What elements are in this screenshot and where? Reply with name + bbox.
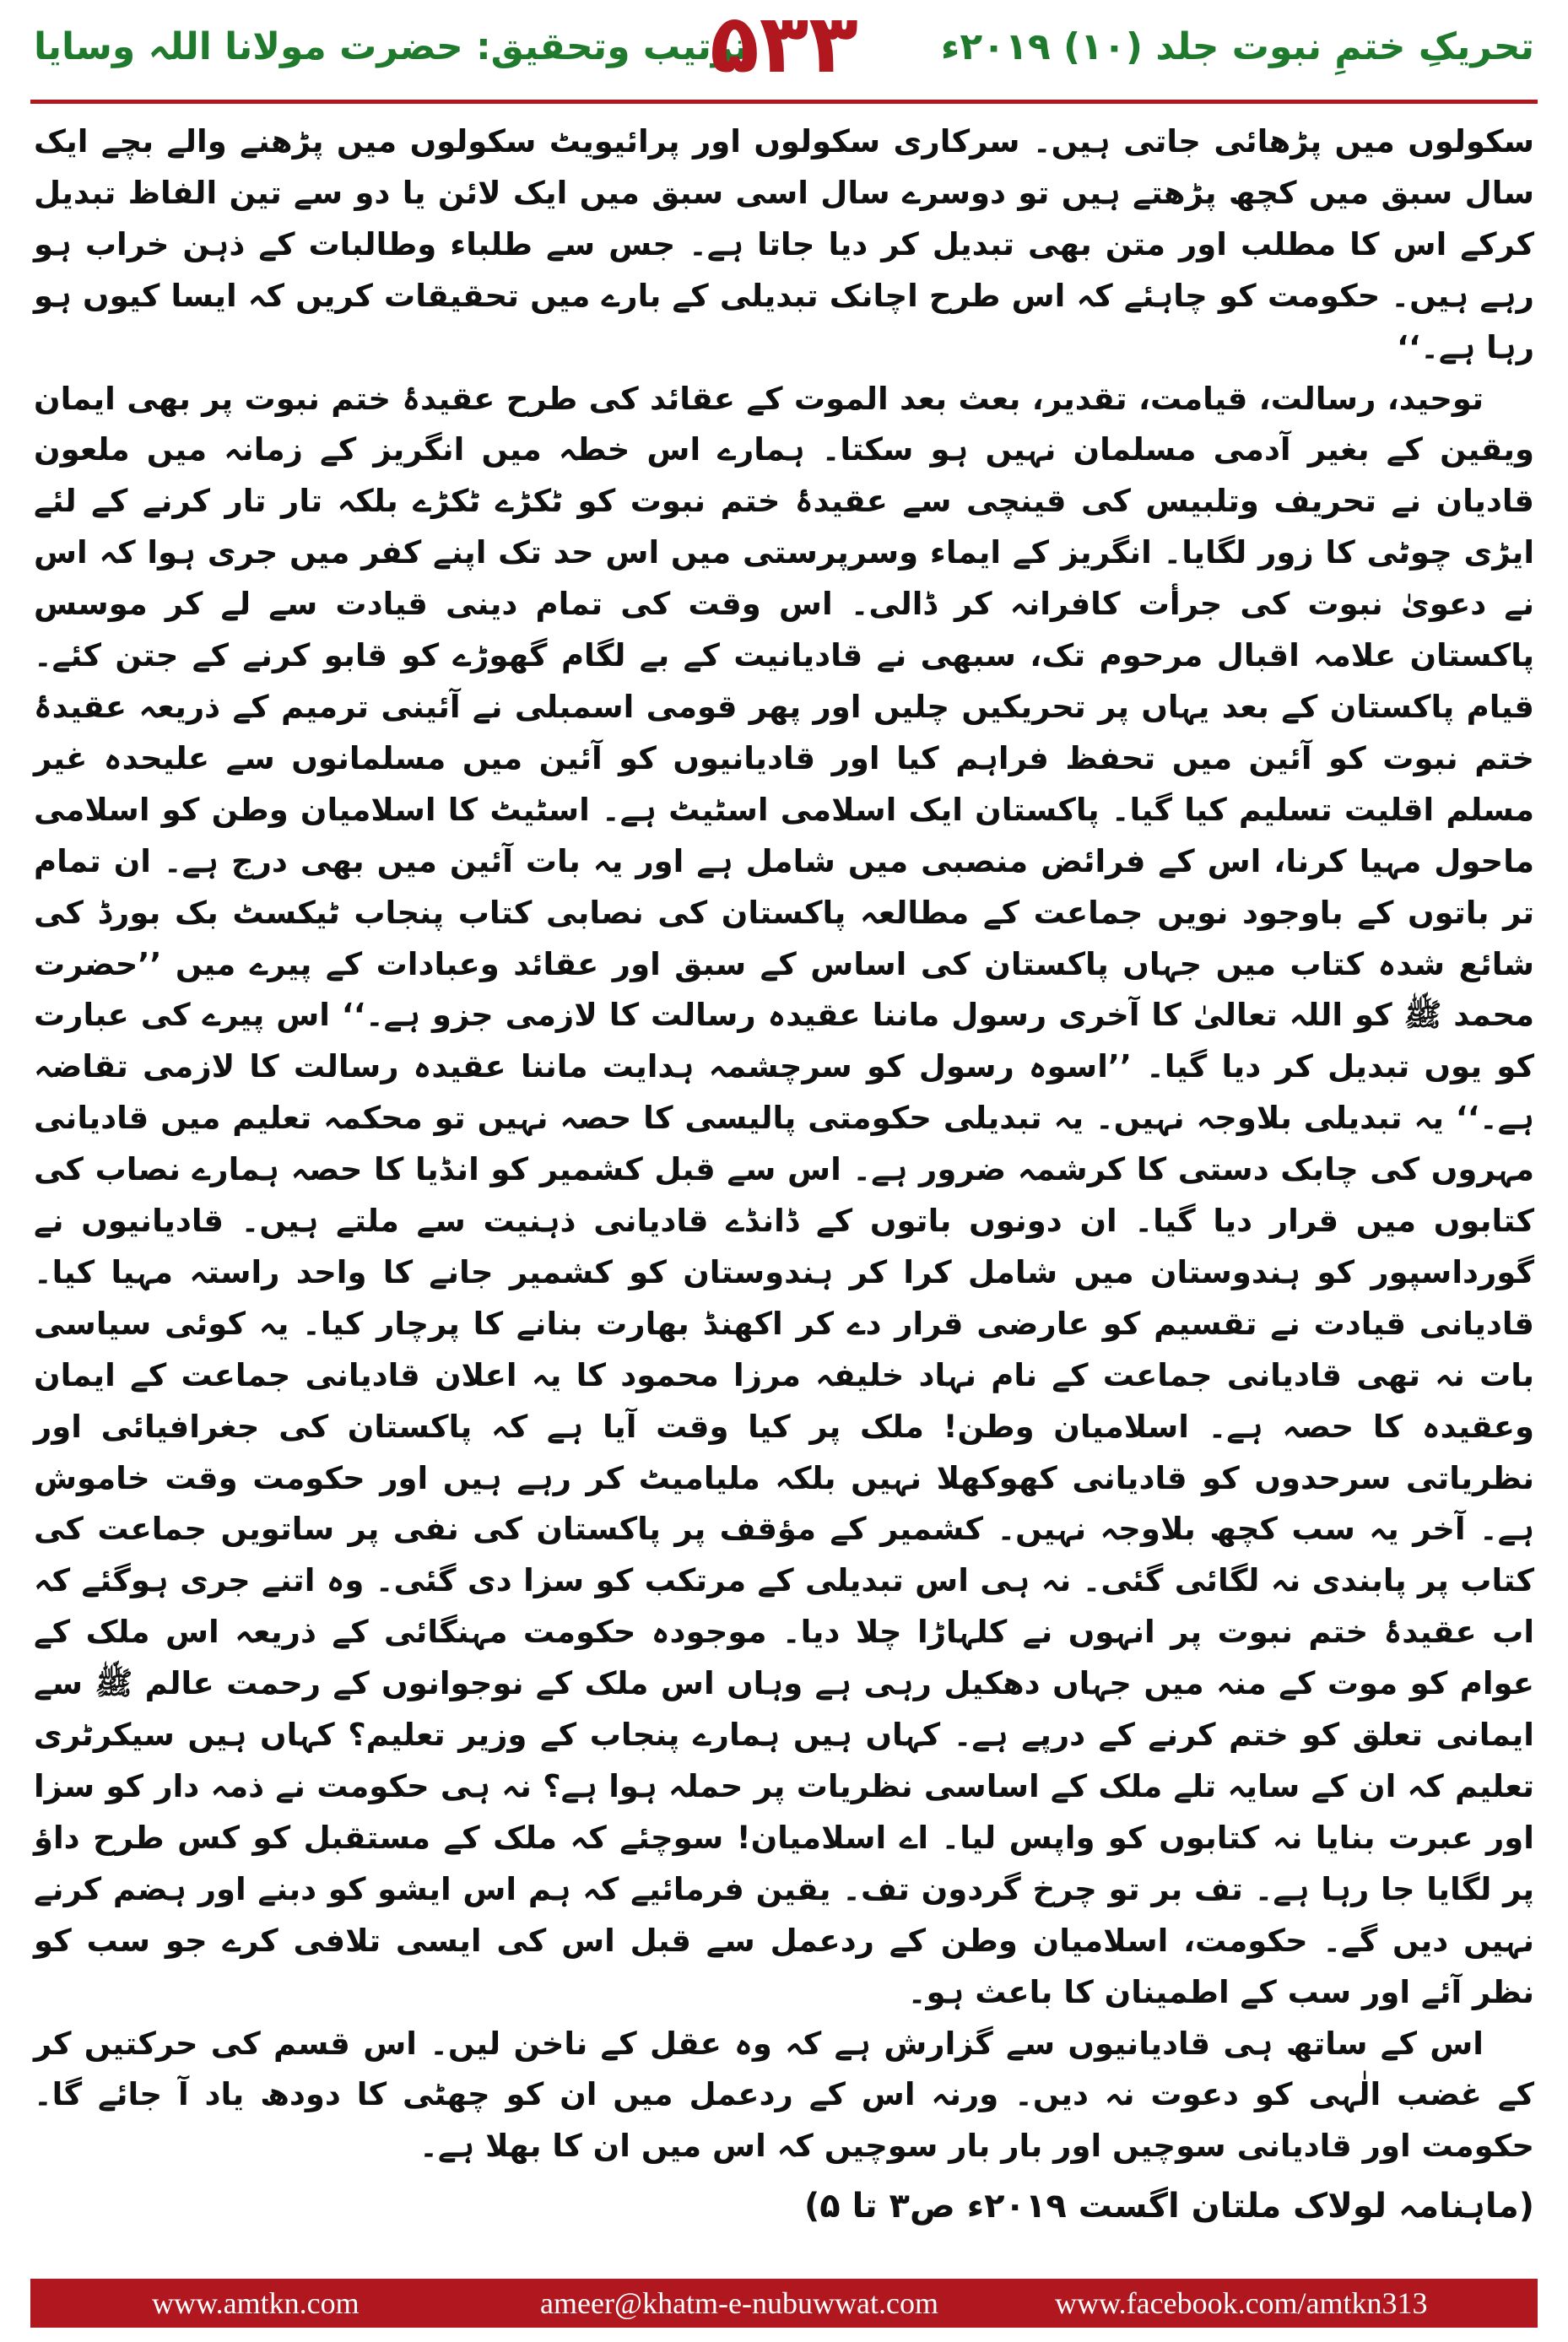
footer-website-link[interactable]: www.amtkn.com: [152, 2286, 360, 2320]
page-header: [0, 0, 1568, 127]
header-divider: [30, 100, 1538, 104]
article-body: [34, 116, 1534, 2232]
footer-facebook-link[interactable]: www.facebook.com/amtkn313: [1055, 2286, 1428, 2320]
header-book-title: تحریکِ ختمِ نبوت جلد (۱۰) ۲۰۱۹ء: [940, 25, 1534, 68]
footer-email-link[interactable]: ameer@khatm-e-nubuwwat.com: [540, 2286, 938, 2320]
paragraph-2: توحید، رسالت، قیامت، تقدیر، بعث بعد الموت کے عقائد کی طرح عقیدۂ ختم نبوت پر بھی ایمان ویقین کے بغیر آدمی مسلمان نہیں ہو سکتا۔ ہمارے اس خطہ میں انگریز کے زمانہ میں ملعون قادیان نے تحریف وتلبیس کی قینچی سے عقیدۂ ختم نبوت کو ٹکڑے ٹکڑے بلکہ تار تار کرنے کے لئے ایڑی چوٹی کا زور لگایا۔ انگریز کے ایماء وسرپرستی میں اس حد تک اپنے کفر میں جری ہوا کہ اس نے دعویٰ نبوت کی جرأت کافرانہ کر ڈالی۔ اس وقت کی تمام دینی قیادت سے لے کر موسس پاکستان علامہ اقبال مرحوم تک، سبھی نے قادیانیت کے بے لگام گھوڑے کو قابو کرنے کے جتن کئے۔ قیام پاکستان کے بعد یہاں پر تحریکیں چلیں اور پھر قومی اسمبلی نے آئینی ترمیم کے ذریعہ عقیدۂ ختم نبوت کو آئین میں تحفظ فراہم کیا اور قادیانیوں کو آئین میں مسلمانوں سے علیحدہ غیر مسلم اقلیت تسلیم کیا گیا۔ پاکستان ایک اسلامی اسٹیٹ ہے۔ اسٹیٹ کا اسلامیان وطن کو اسلامی ماحول مہیا کرنا، اس کے فرائض منصبی میں شامل ہے اور یہ بات آئین میں بھی درج ہے۔ ان تمام تر باتوں کے باوجود نویں جماعت کے مطالعہ پاکستان کی نصابی کتاب پنجاب ٹیکسٹ بک بورڈ کی شائع شدہ کتاب میں جہاں پاکستان کی اساس کے سبق اور عقائد وعبادات کے پیرے میں ’’حضرت محمد ﷺ کو اللہ تعالیٰ کا آخری رسول ماننا عقیدہ رسالت کا لازمی جزو ہے۔‘‘ اس پیرے کی عبارت کو یوں تبدیل کر دیا گیا۔ ’’اسوہ رسول کو سرچشمہ ہدایت ماننا عقیدہ رسالت کا لازمی تقاضہ ہے۔‘‘ یہ تبدیلی بلاوجہ نہیں۔ یہ تبدیلی حکومتی پالیسی کا حصہ نہیں تو محکمہ تعلیم میں قادیانی مہروں کی چابک دستی کا کرشمہ ضرور ہے۔ اس سے قبل کشمیر کو انڈیا کا حصہ ہمارے نصاب کی کتابوں میں قرار دیا گیا۔ ان دونوں باتوں کے ڈانڈے قادیانی ذہنیت سے ملتے ہیں۔ قادیانیوں نے گورداسپور کو ہندوستان میں شامل کرا کر ہندوستان کو کشمیر جانے کا واحد راستہ مہیا کیا۔ قادیانی قیادت نے تقسیم کو عارضی قرار دے کر اکھنڈ بھارت بنانے کا پرچار کیا۔ یہ کوئی سیاسی بات نہ تھی قادیانی جماعت کے نام نہاد خلیفہ مرزا محمود کا یہ اعلان قادیانی جماعت کے ایمان وعقیدہ کا حصہ ہے۔ اسلامیان وطن! ملک پر کیا وقت آیا ہے کہ پاکستان کی جغرافیائی اور نظریاتی سرحدوں کو قادیانی کھوکھلا نہیں بلکہ ملیامیٹ کر رہے ہیں اور حکومت وقت خاموش ہے۔ آخر یہ سب کچھ بلاوجہ نہیں۔ کشمیر کے مؤقف پر پاکستان کی نفی پر ساتویں جماعت کی کتاب پر پابندی نہ لگائی گئی۔ نہ ہی اس تبدیلی کے مرتکب کو سزا دی گئی۔ وہ اتنے جری ہوگئے کہ اب عقیدۂ ختم نبوت پر انہوں نے کلہاڑا چلا دیا۔ موجودہ حکومت مہنگائی کے ذریعہ اس ملک کے عوام کو موت کے منہ میں جہاں دھکیل رہی ہے وہاں اس ملک کے نوجوانوں کے رحمت عالم ﷺ سے ایمانی تعلق کو ختم کرنے کے درپے ہے۔ کہاں ہیں ہمارے پنجاب کے وزیر تعلیم؟ کہاں ہیں سیکرٹری تعلیم کہ ان کے سایہ تلے ملک کے اساسی نظریات پر حملہ ہوا ہے؟ نہ ہی حکومت نے ذمہ دار کو سزا اور عبرت بنایا نہ کتابوں کو واپس لیا۔ اے اسلامیان! سوچئے کہ ملک کے مستقبل کو کس طرح داؤ پر لگایا جا رہا ہے۔ تف بر تو چرخ گردون تف۔ یقین فرمائیے کہ ہم اس ایشو کو دبنے اور ہضم کرنے نہیں دیں گے۔ حکومت، اسلامیان وطن کے ردعمل سے قبل اس کی ایسی تلافی کرے جو سب کو نظر آئے اور سب کے اطمینان کا باعث ہو۔: [34, 380, 1534, 2010]
header-compiler-credit: ترتیب وتحقیق: حضرت مولانا اللہ وسایا: [34, 25, 749, 68]
paragraph-1: سکولوں میں پڑھائی جاتی ہیں۔ سرکاری سکولوں اور پرائیویٹ سکولوں میں پڑھنے والے بچے ایک سال سبق میں کچھ پڑھتے ہیں تو دوسرے سال اسی سبق میں ایک لائن یا دو سے تین الفاظ تبدیل کرکے اس کا مطلب اور متن بھی تبدیل کر دیا جاتا ہے۔ جس سے طلباء وطالبات کے ذہن خراب ہو رہے ہیں۔ حکومت کو چاہئے کہ اس طرح اچانک تبدیلی کے بارے میں تحقیقات کریں کہ ایسا کیوں ہو رہا ہے۔‘‘: [34, 123, 1534, 365]
page-number: ۵۳۳: [710, 0, 858, 91]
paragraph-3: اس کے ساتھ ہی قادیانیوں سے گزارش ہے کہ وہ عقل کے ناخن لیں۔ اس قسم کی حرکتیں کر کے غضب الٰہی کو دعوت نہ دیں۔ ورنہ اس کے ردعمل میں ان کو چھٹی کا دودھ یاد آ جائے گا۔ حکومت اور قادیانی سوچیں اور بار بار سوچیں کہ اس میں ان کا بھلا ہے۔: [34, 2025, 1534, 2165]
source-citation: (ماہنامہ لولاک ملتان اگست ۲۰۱۹ء ص۳ تا ۵): [803, 2187, 1534, 2226]
